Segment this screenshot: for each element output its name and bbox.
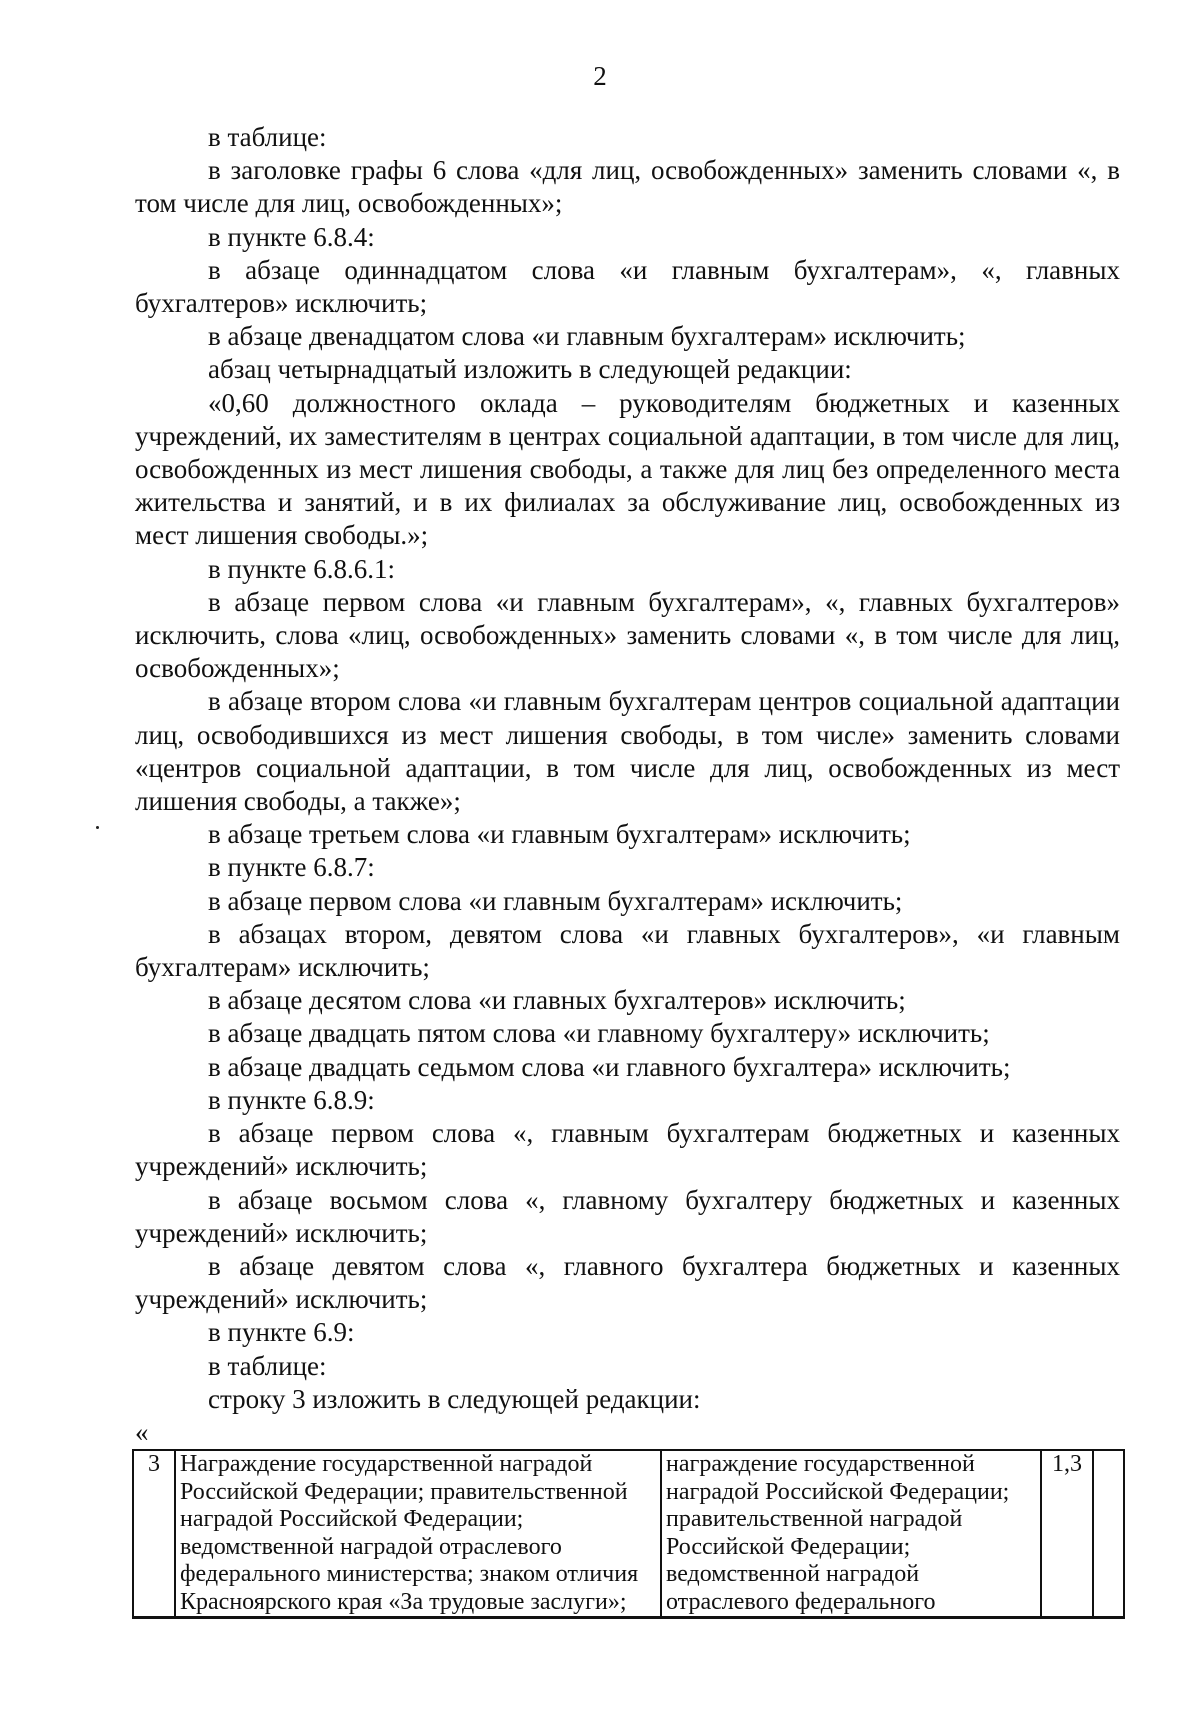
- paragraph: в абзаце одиннадцатом слова «и главным бухгалтерам», «, главных бухгалтеров» исключить;: [135, 254, 1120, 319]
- cell-line: Награждение государственной наградой: [180, 1451, 593, 1477]
- paragraph: в абзаце втором слова «и главным бухгалтерам центров социальной адаптации лиц, освободившихся из мест лишения свободы, в том числе» заменить словами «центров социальной адаптации, в том числе для лиц, освобожденных из мест лишения свободы, а также»;: [135, 686, 1120, 817]
- paragraph: абзац четырнадцатый изложить в следующей редакции:: [208, 354, 852, 385]
- paragraph: в пункте 6.9:: [208, 1317, 355, 1348]
- opening-quote: «: [135, 1416, 149, 1447]
- cell-line: ведомственной наградой: [666, 1561, 920, 1587]
- paragraph: «0,60 должностного оклада – руководителям бюджетных и казенных учреждений, их заместителям в центрах социальной адаптации, в том числе для лиц, освобожденных из мест лишения свободы, а также для лиц без определенного места жительства и занятий, и в их филиалах за обслуживание лиц, освобожденных из мест лишения свободы.»;: [135, 387, 1120, 551]
- paragraph: в абзацах втором, девятом слова «и главных бухгалтеров», «и главным бухгалтерам» исключить;: [135, 918, 1120, 983]
- paragraph: в абзаце двадцать седьмом слова «и главного бухгалтера» исключить;: [208, 1051, 1011, 1082]
- paragraph: в абзаце двадцать пятом слова «и главному бухгалтеру» исключить;: [208, 1018, 990, 1049]
- paragraph: в таблице:: [208, 1350, 327, 1381]
- table-row: [133, 1450, 1124, 1618]
- paragraph: в таблице:: [208, 122, 327, 152]
- scan-speck: [96, 826, 99, 829]
- cell-line: награждение государственной: [666, 1451, 975, 1477]
- cell-line: федерального министерства; знаком отличия: [180, 1561, 639, 1587]
- paragraph: в абзаце восьмом слова «, главному бухгалтеру бюджетных и казенных учреждений» исключить;: [135, 1184, 1120, 1248]
- document-body: [135, 121, 1120, 1449]
- coefficient-cell: 1,3: [1041, 1450, 1093, 1618]
- paragraph: в абзаце десятом слова «и главных бухгалтеров» исключить;: [208, 985, 906, 1016]
- paragraph: в пункте 6.8.7:: [208, 852, 375, 883]
- paragraph: в абзаце первом слова «и главным бухгалтерам» исключить;: [208, 885, 903, 916]
- paragraph: в абзаце девятом слова «, главного бухгалтера бюджетных и казенных учреждений» исключить;: [135, 1250, 1120, 1315]
- paragraph: в пункте 6.8.6.1:: [208, 553, 395, 584]
- amendment-table: [132, 1449, 1125, 1619]
- cell-line: наградой Российской Федерации;: [666, 1478, 1010, 1505]
- paragraph: в заголовке графы 6 слова «для лиц, освобожденных» заменить словами «, в том числе для лиц, освобожденных»;: [135, 155, 1120, 219]
- cell-line: Российской Федерации; правительственной: [180, 1478, 628, 1505]
- page-number: 2: [593, 61, 607, 91]
- cell-line: правительственной наградой: [666, 1506, 963, 1532]
- cell-line: отраслевого федерального: [666, 1588, 936, 1615]
- description-cell: [175, 1450, 661, 1618]
- paragraph: в пункте 6.8.4:: [208, 221, 375, 252]
- paragraph: в абзаце первом слова «, главным бухгалтерам бюджетных и казенных учреждений» исключить;: [135, 1118, 1120, 1182]
- cell-line: наградой Российской Федерации;: [180, 1506, 524, 1532]
- cell-line: ведомственной наградой отраслевого: [180, 1533, 562, 1560]
- paragraph: в абзаце первом слова «и главным бухгалтерам», «, главных бухгалтеров» исключить, слова «лиц, освобожденных» заменить словами «, в том числе для лиц, освобожденных»;: [135, 586, 1120, 684]
- paragraph: в абзаце двенадцатом слова «и главным бухгалтерам» исключить;: [208, 321, 966, 352]
- cell-line: Красноярского края «За трудовые заслуги»;: [180, 1588, 627, 1615]
- paragraph: строку 3 изложить в следующей редакции:: [208, 1383, 701, 1414]
- condition-cell: [661, 1450, 1041, 1618]
- row-number-cell: 3: [133, 1450, 175, 1618]
- paragraph: в абзаце третьем слова «и главным бухгалтерам» исключить;: [208, 819, 911, 850]
- cell-line: Российской Федерации;: [666, 1533, 911, 1560]
- paragraph: в пункте 6.8.9:: [208, 1084, 375, 1115]
- empty-cell: [1093, 1450, 1124, 1618]
